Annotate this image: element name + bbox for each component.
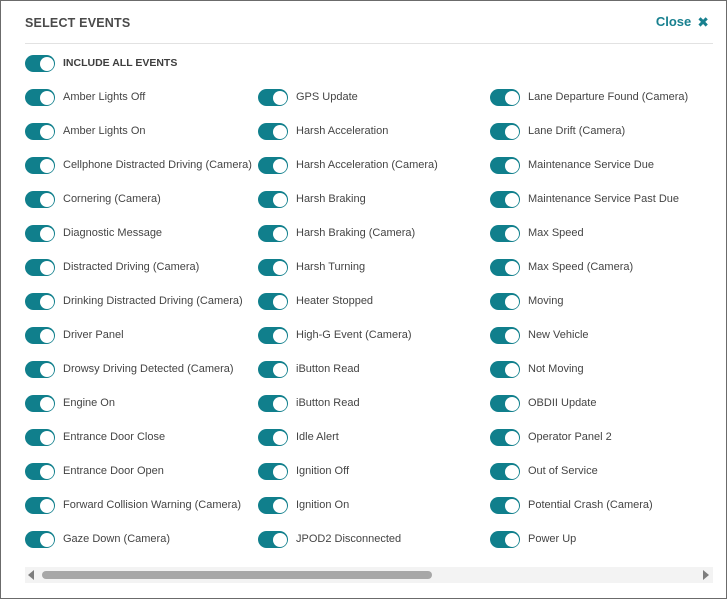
event-row — [490, 224, 715, 244]
close-button[interactable] — [656, 14, 709, 29]
event-toggle[interactable] — [490, 497, 520, 514]
event-label: Not Moving — [528, 363, 584, 375]
event-row — [258, 258, 483, 278]
event-row — [25, 88, 250, 108]
event-row — [25, 258, 250, 278]
event-label: Max Speed — [528, 227, 584, 239]
event-toggle[interactable] — [490, 157, 520, 174]
dialog-title: SELECT EVENTS — [25, 16, 131, 30]
event-row — [258, 428, 483, 448]
event-label: Lane Departure Found (Camera) — [528, 91, 689, 103]
event-toggle[interactable] — [258, 225, 288, 242]
event-label: Lane Drift (Camera) — [528, 125, 626, 137]
event-toggle[interactable] — [25, 395, 55, 412]
event-toggle[interactable] — [490, 259, 520, 276]
include-all-toggle[interactable] — [25, 55, 55, 72]
event-row — [258, 462, 483, 482]
event-toggle[interactable] — [25, 463, 55, 480]
event-label: Ignition On — [296, 499, 350, 511]
event-row — [25, 122, 250, 142]
event-toggle[interactable] — [25, 531, 55, 548]
event-row — [25, 394, 250, 414]
event-toggle[interactable] — [25, 157, 55, 174]
event-label: Driver Panel — [63, 329, 124, 341]
event-toggle[interactable] — [258, 361, 288, 378]
event-label: Harsh Acceleration — [296, 125, 389, 137]
event-row — [490, 258, 715, 278]
event-row — [258, 156, 483, 176]
event-label: Entrance Door Close — [63, 431, 166, 443]
close-icon: ✖ — [697, 13, 709, 30]
event-toggle[interactable] — [490, 89, 520, 106]
event-row — [490, 394, 715, 414]
event-toggle[interactable] — [490, 463, 520, 480]
include-all-label: INCLUDE ALL EVENTS — [63, 57, 178, 69]
event-row — [490, 156, 715, 176]
event-row — [258, 88, 483, 108]
event-toggle[interactable] — [25, 293, 55, 310]
event-toggle[interactable] — [490, 429, 520, 446]
include-all-row — [25, 54, 325, 74]
event-toggle[interactable] — [490, 531, 520, 548]
event-label: iButton Read — [296, 363, 360, 375]
event-row — [258, 326, 483, 346]
dialog-header — [25, 1, 713, 44]
event-label: iButton Read — [296, 397, 360, 409]
event-label: JPOD2 Disconnected — [296, 533, 402, 545]
event-row — [490, 360, 715, 380]
event-label: Amber Lights Off — [63, 91, 146, 103]
event-label: Drowsy Driving Detected (Camera) — [63, 363, 234, 375]
scrollbar-thumb[interactable] — [42, 571, 432, 579]
event-toggle[interactable] — [25, 429, 55, 446]
event-toggle[interactable] — [490, 327, 520, 344]
event-label: Amber Lights On — [63, 125, 146, 137]
event-row — [258, 530, 483, 550]
event-label: Cellphone Distracted Driving (Camera) — [63, 159, 252, 171]
event-row — [490, 122, 715, 142]
event-label: OBDII Update — [528, 397, 597, 409]
event-toggle[interactable] — [258, 429, 288, 446]
event-label: Max Speed (Camera) — [528, 261, 634, 273]
event-row — [490, 292, 715, 312]
event-row — [25, 428, 250, 448]
event-toggle[interactable] — [258, 463, 288, 480]
event-row — [490, 530, 715, 550]
event-toggle[interactable] — [25, 327, 55, 344]
event-label: Idle Alert — [296, 431, 339, 443]
event-row — [490, 428, 715, 448]
event-row — [258, 496, 483, 516]
event-label: Harsh Acceleration (Camera) — [296, 159, 438, 171]
event-toggle[interactable] — [490, 361, 520, 378]
event-toggle[interactable] — [490, 293, 520, 310]
event-label: Harsh Turning — [296, 261, 366, 273]
event-toggle[interactable] — [258, 531, 288, 548]
event-toggle[interactable] — [25, 123, 55, 140]
event-row — [490, 190, 715, 210]
event-label: Forward Collision Warning (Camera) — [63, 499, 242, 511]
event-row — [25, 292, 250, 312]
event-label: Cornering (Camera) — [63, 193, 161, 205]
event-toggle[interactable] — [25, 259, 55, 276]
event-row — [258, 394, 483, 414]
event-label: Heater Stopped — [296, 295, 374, 307]
event-label: Diagnostic Message — [63, 227, 163, 239]
event-label: Entrance Door Open — [63, 465, 164, 477]
event-label: Gaze Down (Camera) — [63, 533, 170, 545]
event-toggle[interactable] — [25, 225, 55, 242]
event-toggle[interactable] — [25, 361, 55, 378]
event-row — [490, 462, 715, 482]
event-row — [258, 292, 483, 312]
event-toggle[interactable] — [258, 395, 288, 412]
event-toggle[interactable] — [490, 395, 520, 412]
event-toggle[interactable] — [258, 191, 288, 208]
event-label: High-G Event (Camera) — [296, 329, 412, 341]
event-row — [490, 326, 715, 346]
event-row — [25, 224, 250, 244]
event-row — [25, 496, 250, 516]
event-label: Potential Crash (Camera) — [528, 499, 653, 511]
event-toggle[interactable] — [490, 191, 520, 208]
event-row — [258, 190, 483, 210]
event-label: Operator Panel 2 — [528, 431, 612, 443]
event-row — [25, 360, 250, 380]
close-label: Close — [655, 14, 692, 29]
event-row — [25, 530, 250, 550]
event-row — [25, 462, 250, 482]
event-label: Maintenance Service Due — [528, 159, 654, 171]
event-toggle[interactable] — [490, 123, 520, 140]
event-row — [258, 360, 483, 380]
event-toggle[interactable] — [490, 225, 520, 242]
event-toggle[interactable] — [258, 259, 288, 276]
event-label: New Vehicle — [528, 329, 589, 341]
event-toggle[interactable] — [258, 157, 288, 174]
event-label: Engine On — [63, 397, 115, 409]
event-toggle[interactable] — [258, 327, 288, 344]
event-toggle[interactable] — [258, 497, 288, 514]
event-row — [25, 326, 250, 346]
event-toggle[interactable] — [25, 191, 55, 208]
event-row — [490, 88, 715, 108]
event-label: Harsh Braking — [296, 193, 366, 205]
event-row — [25, 190, 250, 210]
event-toggle[interactable] — [25, 497, 55, 514]
event-label: Moving — [528, 295, 564, 307]
event-label: Out of Service — [528, 465, 598, 477]
event-row — [490, 496, 715, 516]
event-row — [258, 122, 483, 142]
event-row — [258, 224, 483, 244]
event-toggle[interactable] — [258, 123, 288, 140]
event-label: GPS Update — [296, 91, 358, 103]
horizontal-scrollbar[interactable] — [25, 567, 713, 583]
event-toggle[interactable] — [258, 89, 288, 106]
event-row — [25, 156, 250, 176]
event-label: Ignition Off — [296, 465, 349, 477]
event-label: Harsh Braking (Camera) — [296, 227, 416, 239]
scroll-left-arrow-icon[interactable] — [28, 570, 34, 580]
event-toggle[interactable] — [25, 89, 55, 106]
event-label: Drinking Distracted Driving (Camera) — [63, 295, 243, 307]
event-toggle[interactable] — [258, 293, 288, 310]
event-label: Maintenance Service Past Due — [528, 193, 680, 205]
scroll-right-arrow-icon[interactable] — [703, 570, 709, 580]
event-label: Distracted Driving (Camera) — [63, 261, 200, 273]
event-label: Power Up — [528, 533, 577, 545]
